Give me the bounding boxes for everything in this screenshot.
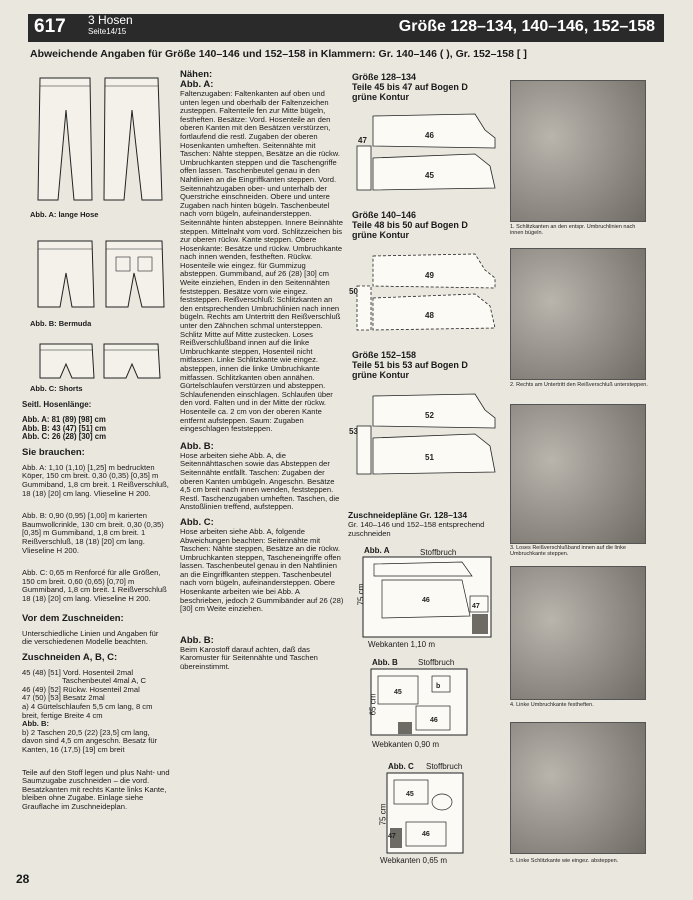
zab-item: b) 2 Taschen 20,5 (22) [23,5] cm lang, davon sind 4,5 cm angeschn. Besatz für Kanten, 16 (17,5) [19] cm breit: [22, 727, 158, 755]
figure-a-caption: Abb. A: lange Hose: [30, 210, 99, 219]
abbb-heading: Abb. B:: [180, 440, 214, 452]
svg-text:45: 45: [394, 689, 402, 696]
zab-item: 45 (48) [51] Vord. Hosenteil 2mal: [22, 667, 134, 677]
size-group-1: Größe 128–134 Teile 45 bis 47 auf Bogen D grüne Kontur: [352, 72, 468, 102]
svg-text:46: 46: [425, 131, 434, 140]
plan-c: [386, 772, 466, 854]
header-subtitle: Seite14/15: [88, 27, 127, 36]
svg-text:46: 46: [422, 597, 430, 604]
figure-c-caption: Abb. C: Shorts: [30, 384, 83, 393]
figure-b-caption: Abb. B: Bermuda: [30, 319, 92, 328]
plans-subheading: Gr. 140–146 und 152–158 entsprechend zuschneiden: [348, 520, 485, 538]
zab-item: a) 4 Gürtelschlaufen 5,5 cm lang, 8 cm breit, fertige Breite 4 cm: [22, 702, 153, 720]
svg-text:51: 51: [425, 453, 434, 462]
zab-item: 47 (50) [53] Besatz 2mal: [22, 693, 105, 703]
abba-text: Faltenzugaben: Faltenkanten auf oben und unten legen und oberhalb der Faltenzeichen zusteppen. Faltenteile fen zur Mitte bügeln, festheften. Besätze: Vord. Hosenteile an den oberen Kanten mit den Besätzen verstürzen, fortlaufend die restl. Zugaben der oberen Hosenkanten umheften. Seitennähte mit Taschen: Nähte steppen, Besätze an die rückw. Umbruchkanten steppen und die Taschengriffe offen lassen. Taschenbeutel genau in den Nahtlinien an die Eingriffkanten steppen. Vord. Seitennahtzugaben ober- und unterhalb der Querstriche einschneiden. Obere und untere Zugaben nach hinten bügeln. Taschenbeutel nach vorn bügeln, aufeinandersteppen. Seitennähte hinten absteppen. Innere Beinnähte steppen. Mittelnaht vom vord. Schlitzzeichen bis zur oberen rückw. Kante steppen. Obere Hosenkante: Besätze und rückw. Umbruchkante nach innen wenden, festheften. Rückw. Hosenteile wie eingez. für Gummizug absteppen. Gummiband, auf 26 (28) [30] cm Weite einziehen, Enden in den Seitennähten feststeppen. Besätze vorn wie eingez. feststeppen. Reißverschluß: Schlitzkanten an den entsprechenden Umbruchlinien nach innen bügeln. Rechts am Untertritt den Reißverschluß unter den Zähnchen schmal untersteppen. Schlitz Mitte auf Mitte zustecken. Loses Reißverschlußband innen auf die linke Umbruchkante steppen, Hosenteil nicht mitfassen. Linke Schlitzkante wie eingez. absteppen, innen die linke Umbruchkante mitfassen. Schlitzkanten oben annähen. Gürtelschlaufen verstürzen und absteppen. Schlaufenenden einschlagen. Schlaufen über den vord. Falten und in der Mitte der rückw. Hosenteile ca. 2 cm von der oberen Kante entfernt aufsteppen. Saum: Zugaben eingeschlagen feststeppen.: [180, 89, 343, 434]
photo-caption-2: 2. Rechts am Untertritt den Reißverschluß untersteppen.: [510, 382, 648, 388]
photo-caption-5: 5. Linke Schlitzkante wie eingez. absteppen.: [510, 858, 619, 864]
laenge-a: Abb. A: 81 (89) [98] cm: [22, 415, 106, 424]
brauchen-c: Abb. C: 0,65 m Renforcé für alle Größen, 150 cm breit. 0,60 (0,65) [0,70] m Gummiband, 1,8 cm breit. 1 Reißverschluß 18 (18) [20] cm lang. Vlieseline H 200.: [22, 568, 167, 603]
left-column: [22, 400, 170, 818]
brauchen-heading: Sie brauchen:: [22, 446, 85, 458]
header-title: 3 Hosen: [88, 13, 133, 27]
photo-step-1: [510, 80, 646, 222]
plan-b-width: 65 cm: [368, 693, 378, 716]
zab-list: [22, 669, 170, 755]
plan-c-fold: Stoffbruch: [426, 762, 463, 771]
photo-caption-3: 3. Loses Reißverschlußband innen auf die linke Umbruchkante steppen.: [510, 545, 626, 558]
abbc-heading: Abb. C:: [180, 516, 214, 528]
size-group-3: Größe 152–158 Teile 51 bis 53 auf Bogen D grüne Kontur: [352, 350, 468, 380]
abbb2-heading: Abb. B:: [180, 634, 214, 646]
svg-text:49: 49: [425, 271, 434, 280]
photo-caption-1: 1. Schlitzkanten an den entspr. Umbruchlinien nach innen bügeln.: [510, 224, 636, 237]
svg-text:46: 46: [422, 831, 430, 838]
trousers-sketch: [30, 70, 170, 210]
photo-step-5: [510, 722, 646, 854]
svg-text:46: 46: [430, 717, 438, 724]
plan-a-width: 75 cm: [356, 583, 366, 606]
teile-text: Teile auf den Stoff legen und plus Naht- und Saumzugabe zuschneiden – die vord. Besatzkanten mit rechts Kante links Kante, bleiben ohne Zugabe. Einlage siehe Grauflache im Zuschneideplan.: [22, 767, 170, 811]
zab-item: 46 (49) [52] Rückw. Hosenteil 2mal: [22, 684, 140, 694]
abbb-text: Hose arbeiten siehe Abb. A, die Seitennähttaschen sowie das Absteppen der Seitennähte entfällt. Taschen: Zugaben der oberen Kanten umbügeln. Angeschn. Besätze 4,5 cm breit nach innen wenden, feststeppen. Restl. Taschenzugaben umheften. Taschen, die Anstoßlinien treffend, aufsteppen.: [180, 450, 340, 512]
page-number: 28: [16, 872, 30, 886]
plan-c-selvage: Webkanten 0,65 m: [380, 856, 448, 865]
plan-c-label: Abb. C: [388, 762, 414, 771]
plan-a-selvage: Webkanten 1,10 m: [368, 640, 436, 649]
zuschneiden-heading: Vor dem Zuschneiden:: [22, 612, 124, 624]
svg-text:48: 48: [425, 311, 434, 320]
shorts-sketch: [30, 340, 170, 385]
svg-text:52: 52: [425, 411, 434, 420]
pattern-pieces-2: [349, 248, 505, 343]
middle-column: [180, 70, 344, 678]
size-group-2: Größe 140–146 Teile 48 bis 50 auf Bogen D grüne Kontur: [352, 210, 468, 240]
plan-b-fold: Stoffbruch: [418, 658, 455, 667]
laenge-list: [22, 416, 170, 442]
pattern-pieces-3: [349, 388, 505, 488]
plan-a: [362, 556, 494, 638]
plan-b-selvage: Webkanten 0,90 m: [372, 740, 440, 749]
photo-caption-4: 4. Linke Umbruchkante festheften.: [510, 702, 594, 708]
photo-step-4: [510, 566, 646, 700]
plan-c-width: 75 cm: [378, 803, 388, 826]
plan-a-label: Abb. A: [364, 546, 390, 555]
svg-text:45: 45: [425, 171, 434, 180]
zab-heading: Zuschneiden A, B, C:: [22, 651, 118, 663]
zuschneiden-text: Unterschiedliche Linien und Angaben für die verschiedenen Modelle beachten.: [22, 628, 159, 647]
header-sizes: Größe 128–134, 140–146, 152–158: [398, 18, 655, 35]
photo-step-3: [510, 404, 646, 544]
svg-text:45: 45: [406, 791, 414, 798]
pattern-number: 617: [34, 16, 66, 37]
zab-item: Abb. B:: [22, 719, 49, 729]
svg-text:50: 50: [349, 287, 358, 296]
plan-b-label: Abb. B: [372, 658, 398, 667]
pattern-pieces-1: [355, 108, 505, 203]
bermuda-sketch: [30, 235, 170, 315]
zab-item: Taschenbeutel 4mal A, C: [62, 676, 147, 686]
abbc-text: Hose arbeiten siehe Abb. A, folgende Abweichungen beachten: Seitennähte mit Taschen: Nähte steppen, Besätze an die rückw. Umbruchkanten steppen, Tascheneingriffe offen lassen. Taschenbeutel genau in den Nahtlinien an die Eingriffkanten steppen. Taschenbeutel nach vorn bügeln, aufeinandersteppen. Obere Hosenkante arbeiten wie bei Abb. A beschrieben, jedoch 2 Gummibänder auf 26 (28) [30] cm Weite einziehen.: [180, 526, 344, 614]
svg-text:47: 47: [472, 603, 480, 610]
plan-b: [370, 668, 470, 738]
plan-a-fold: Stoffbruch: [420, 548, 457, 557]
abbb2-text: Beim Karostoff darauf achten, daß das Karomuster für Seitennähte und Taschen übereinstimmt.: [180, 644, 318, 672]
laenge-heading: Seitl. Hosenlänge:: [22, 400, 92, 409]
abba-heading: Abb. A:: [180, 79, 214, 90]
brauchen-a: Abb. A: 1,10 (1,10) [1,25] m bedruckten Köper, 150 cm breit. 0,30 (0,35) [0,35] m Gummiband, 1,8 cm breit. 1 Reißverschluß, 18 (18) [20] cm lang. Vlieseline H 200.: [22, 462, 169, 498]
naehen-heading: Nähen:: [180, 69, 213, 80]
svg-text:53: 53: [349, 427, 358, 436]
plans-heading: Zuschneidepläne Gr. 128–134: [348, 510, 468, 520]
photo-step-2: [510, 248, 646, 380]
laenge-b: Abb. B: 43 (47) [51] cm: [22, 423, 107, 433]
svg-text:47: 47: [388, 833, 396, 840]
svg-text:b: b: [436, 683, 441, 690]
brauchen-b: Abb. B: 0,90 (0,95) [1,00] m karierten Baumwollcrinkle, 130 cm breit. 0,30 (0,35) [0,35] m Gummiband, 1,8 cm breit. 1 Reißverschluß, 18 (18) [20] cm lang. Vlieseline H 200.: [22, 511, 164, 555]
svg-text:47: 47: [358, 136, 367, 145]
laenge-c: Abb. C: 26 (28) [30] cm: [22, 432, 107, 442]
page-subtitle: Abweichende Angaben für Größe 140–146 und 152–158 in Klammern: Gr. 140–146 ( ), Gr. 152–158 [ ]: [30, 48, 527, 60]
